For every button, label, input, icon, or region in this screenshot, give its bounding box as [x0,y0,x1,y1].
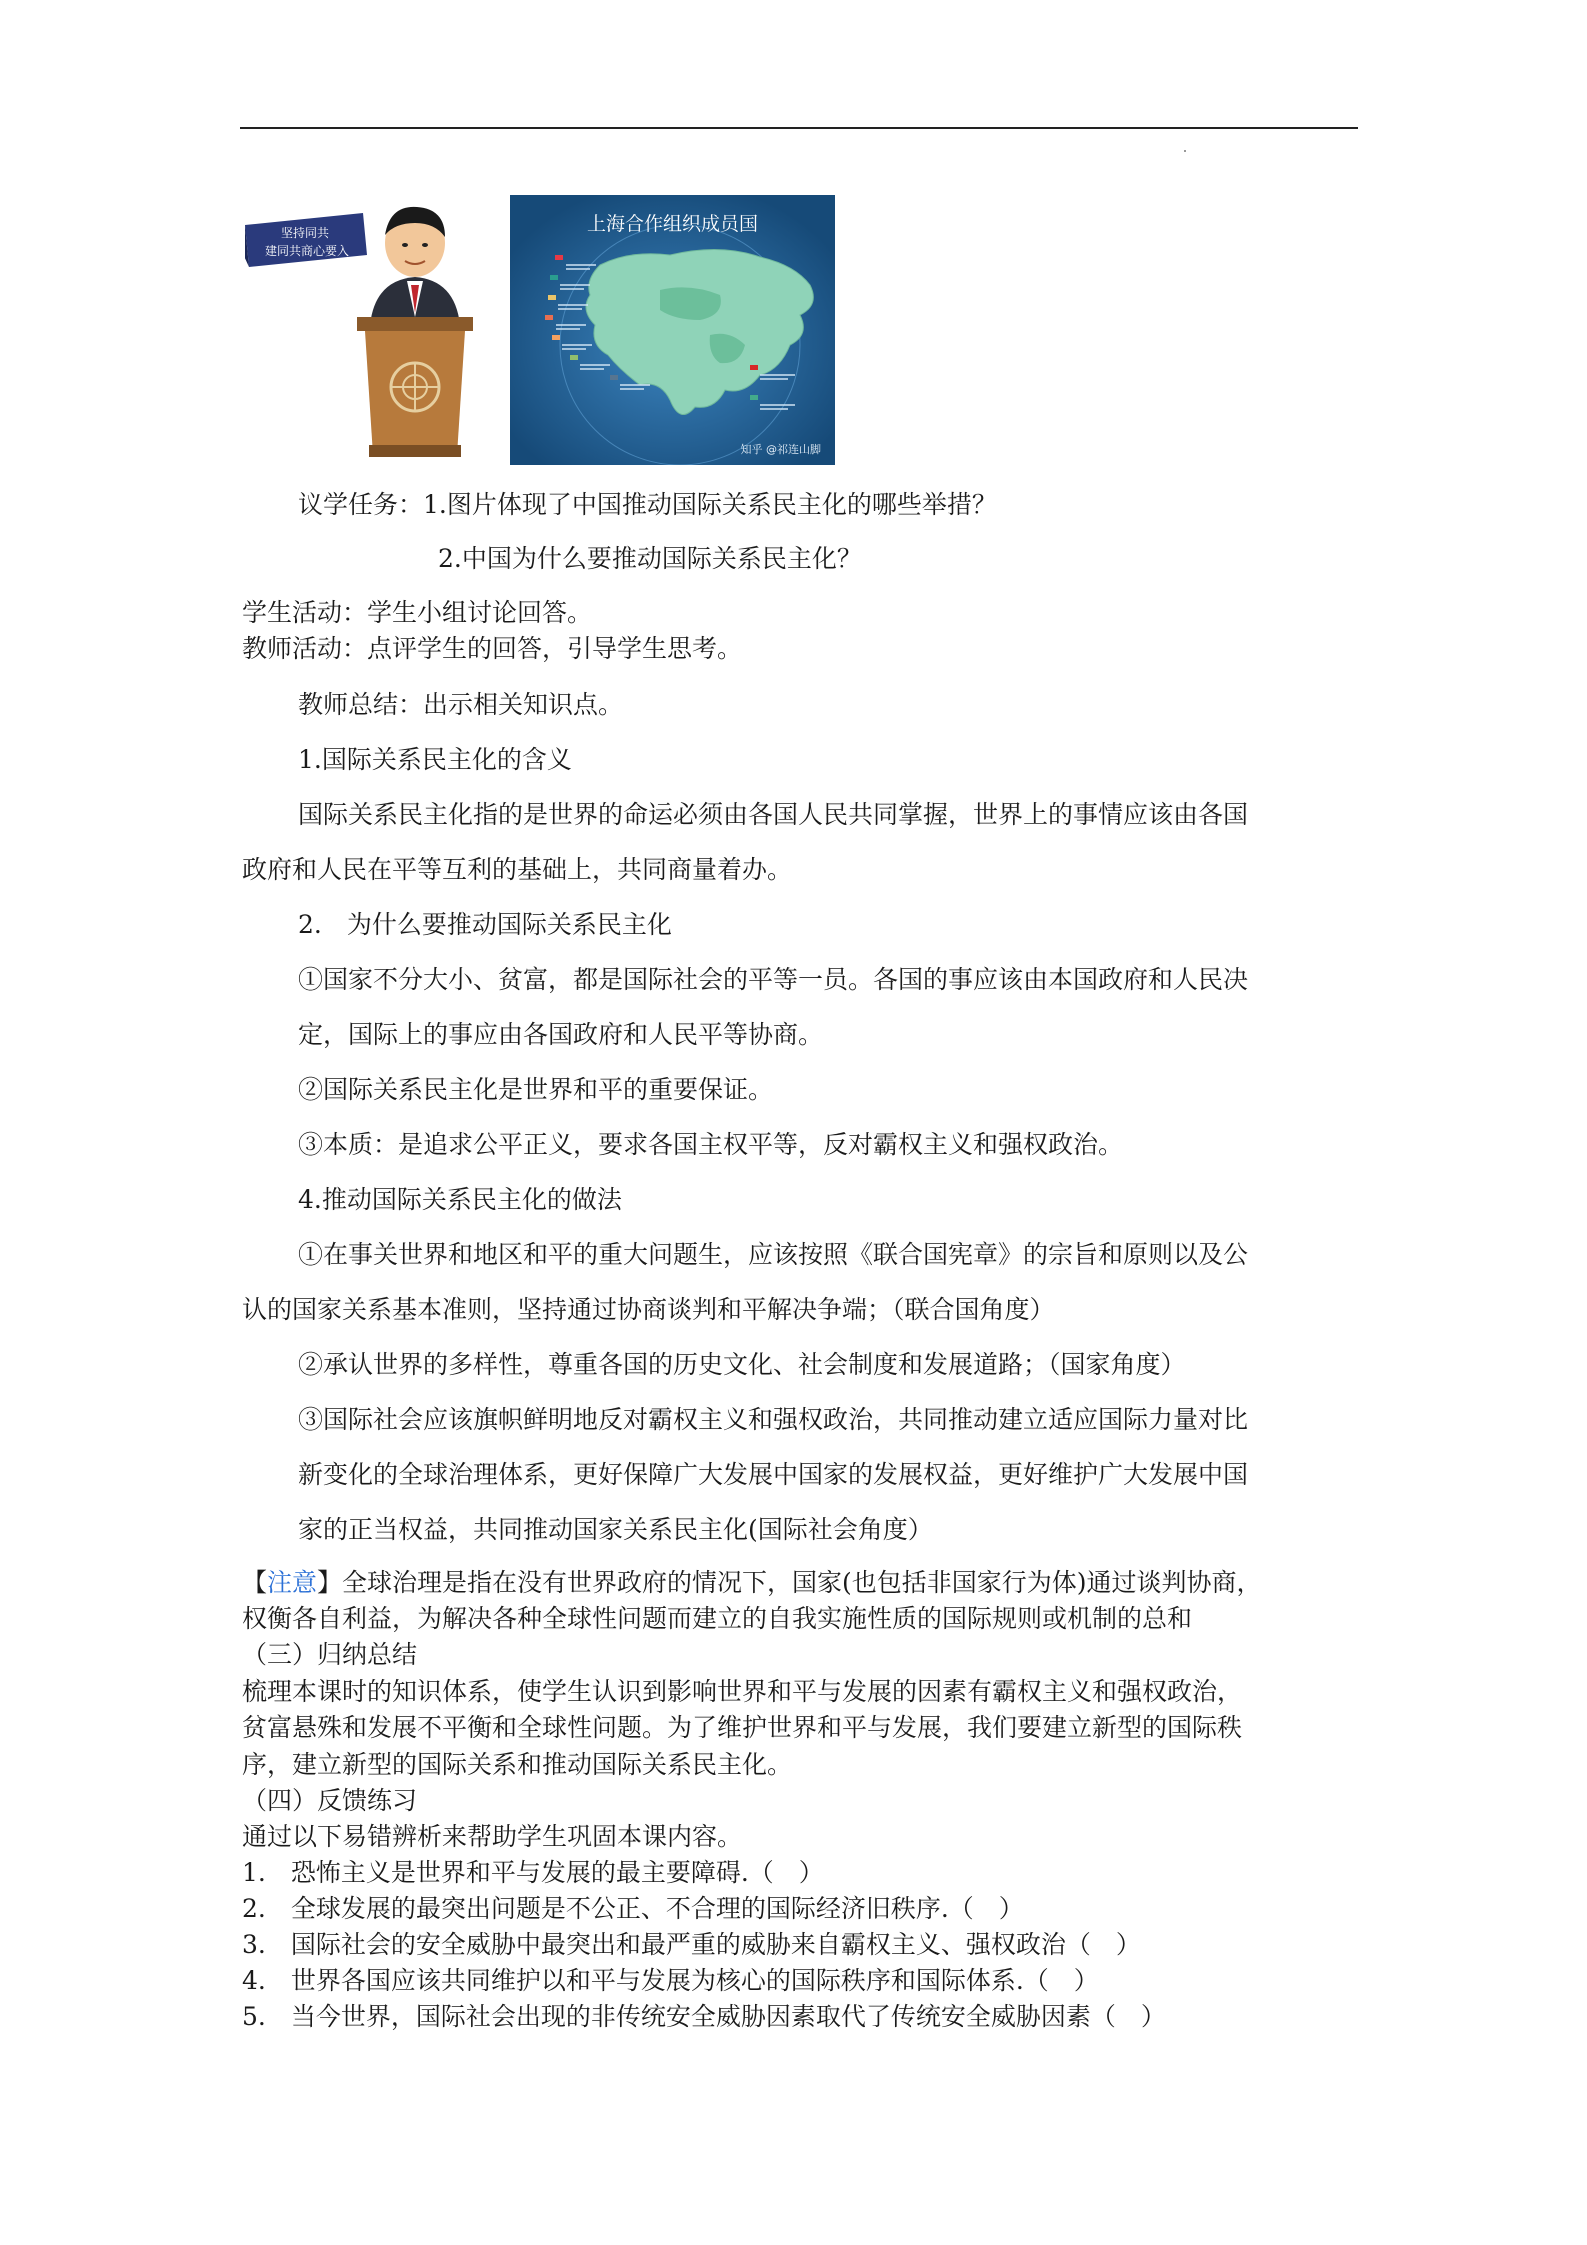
task-line-2: 2.中国为什么要推动国际关系民主化？ [438,544,862,573]
summary-line: 贫富悬殊和发展不平衡和全球性问题。为了维护世界和平与发展，我们要建立新型的国际秩 [242,1713,1243,1742]
teacher-activity: 教师活动：点评学生的回答，引导学生思考。 [242,634,743,663]
section-heading-4: 4.推动国际关系民主化的做法 [298,1185,622,1214]
teacher-summary: 教师总结：出示相关知识点。 [298,690,624,719]
section-summary-heading: （三）归纳总结 [242,1640,418,1669]
header-dot [1184,150,1186,152]
paragraph-line: 国际关系民主化指的是世界的命运必须由各国人民共同掌握，世界上的事情应该由各国 [298,800,1249,829]
section-practice-heading: （四）反馈练习 [242,1786,418,1815]
note-paragraph [242,1568,1262,1598]
practice-question: 3. 国际社会的安全威胁中最突出和最严重的威胁来自霸权主义、强权政治（ ） [242,1930,1141,1959]
section-heading-2: 2. 为什么要推动国际关系民主化 [298,910,672,939]
paragraph-line: ①国家不分大小、贫富，都是国际社会的平等一员。各国的事应该由本国政府和人民决 [298,965,1249,994]
note-line-2: 权衡各自利益，为解决各种全球性问题而建立的自我实施性质的国际规则或机制的总和 [242,1604,1193,1633]
banner-text-2: 建同共商心要入 [264,244,350,258]
note-text: 】全球治理是指在没有世界政府的情况下，国家(也包括非国家行为体)通过谈判协商， [317,1568,1262,1597]
task-line-1: 议学任务：1.图片体现了中国推动国际关系民主化的哪些举措？ [298,490,997,519]
summary-line: 序，建立新型的国际关系和推动国际关系民主化。 [242,1750,793,1779]
paragraph-line: ②承认世界的多样性，尊重各国的历史文化、社会制度和发展道路；（国家角度） [298,1350,1186,1379]
student-activity: 学生活动：学生小组讨论回答。 [242,598,593,627]
paragraph-line: 认的国家关系基本准则，坚持通过协商谈判和平解决争端；（联合国角度） [242,1295,1055,1324]
sco-member-map [510,195,835,465]
header-rule [240,127,1358,129]
note-open-bracket: 【 [242,1568,268,1597]
banner-text-1: 坚持同共 [280,226,330,240]
paragraph-line: ③国际社会应该旗帜鲜明地反对霸权主义和强权政治，共同推动建立适应国际力量对比 [298,1405,1249,1434]
summary-line: 梳理本课时的知识体系，使学生认识到影响世界和平与发展的因素有霸权主义和强权政治， [242,1677,1243,1706]
paragraph-line: ①在事关世界和地区和平的重大问题生，应该按照《联合国宪章》的宗旨和原则以及公 [298,1240,1249,1269]
practice-question: 1. 恐怖主义是世界和平与发展的最主要障碍.（ ） [242,1858,824,1887]
map-source: 知乎 @祁连山脚 [740,443,821,456]
practice-intro: 通过以下易错辨析来帮助学生巩固本课内容。 [242,1822,743,1851]
speaker-illustration [245,205,475,460]
practice-question: 5. 当今世界，国际社会出现的非传统安全威胁因素取代了传统安全威胁因素（ ） [242,2002,1166,2031]
practice-question: 2. 全球发展的最突出问题是不公正、不合理的国际经济旧秩序.（ ） [242,1894,1024,1923]
section-heading-1: 1.国际关系民主化的含义 [298,745,572,774]
paragraph-line: ②国际关系民主化是世界和平的重要保证。 [298,1075,774,1104]
paragraph-line: 政府和人民在平等互利的基础上，共同商量着办。 [242,855,793,884]
practice-question: 4. 世界各国应该共同维护以和平与发展为核心的国际秩序和国际体系.（ ） [242,1966,1099,1995]
map-title: 上海合作组织成员国 [586,213,758,235]
paragraph-line: ③本质：是追求公平正义，要求各国主权平等，反对霸权主义和强权政治。 [298,1130,1124,1159]
note-label: 注意 [267,1568,318,1597]
paragraph-line: 家的正当权益，共同推动国家关系民主化(国际社会角度） [298,1515,933,1544]
paragraph-line: 定，国际上的事应由各国政府和人民平等协商。 [298,1020,824,1049]
paragraph-line: 新变化的全球治理体系，更好保障广大发展中国家的发展权益，更好维护广大发展中国 [298,1460,1249,1489]
